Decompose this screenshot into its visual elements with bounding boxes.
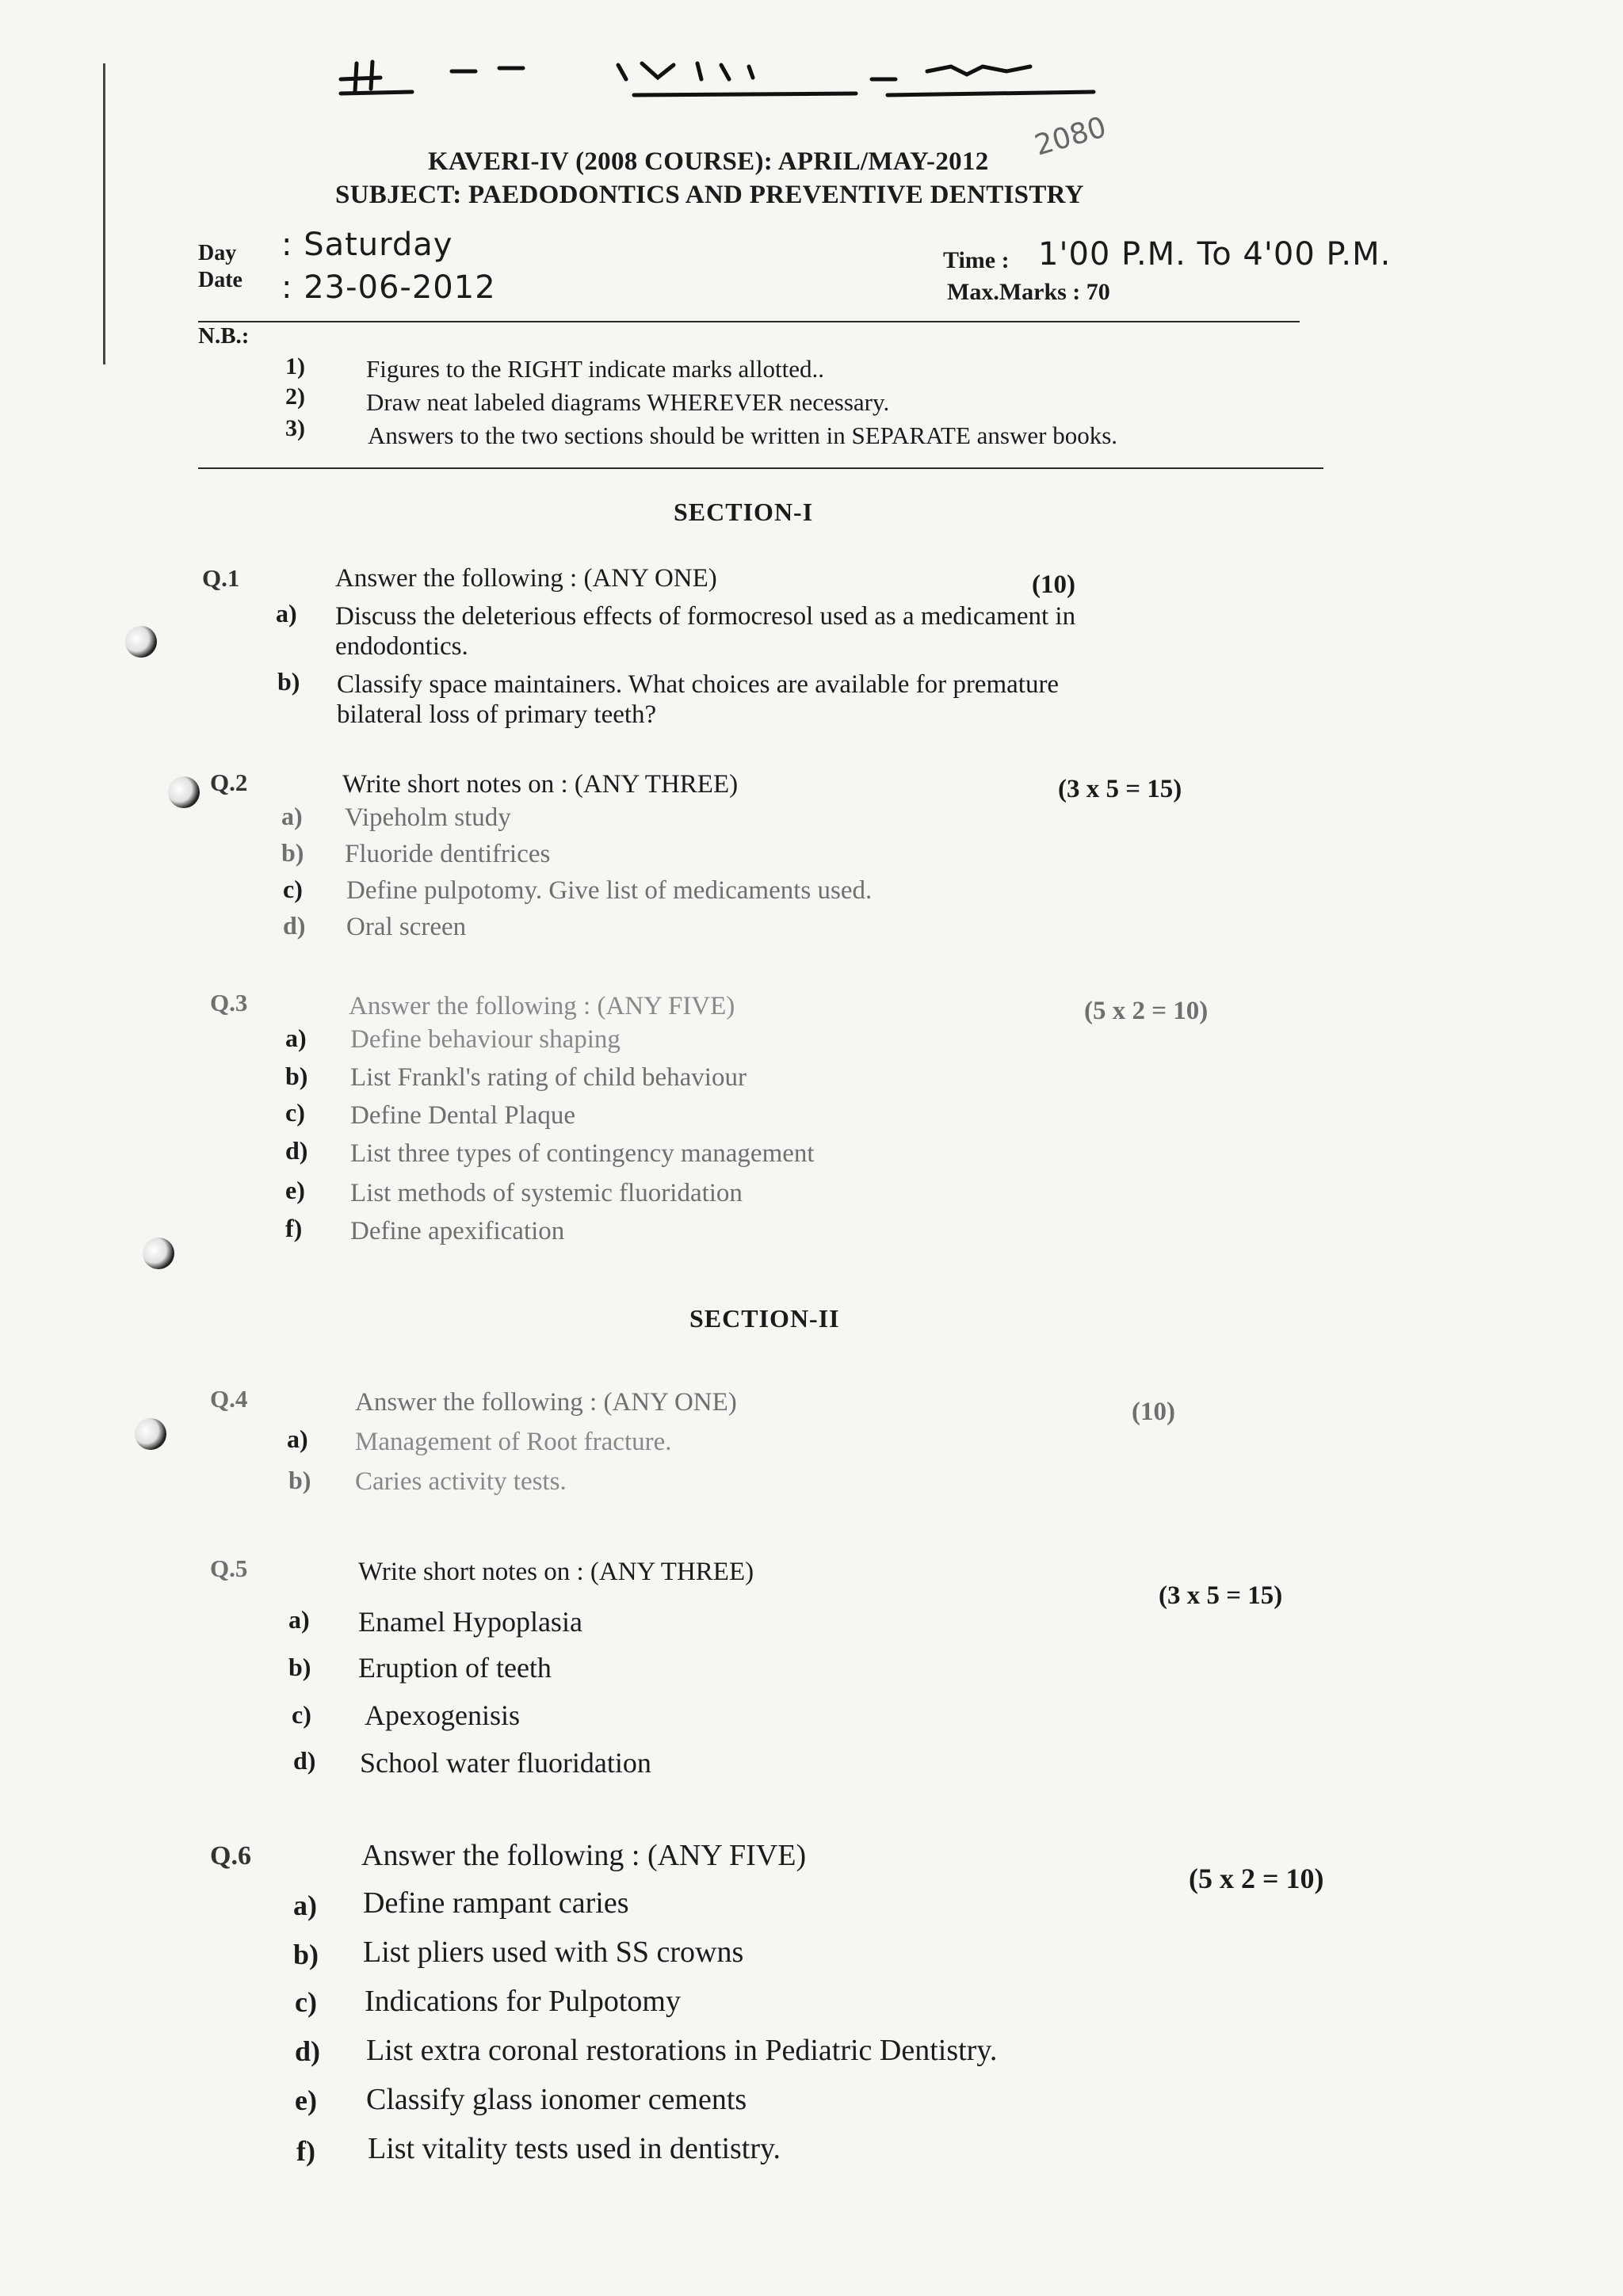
item-text: List methods of systemic fluoridation bbox=[350, 1179, 743, 1207]
item-letter: a) bbox=[288, 1605, 310, 1634]
item-text: bilateral loss of primary teeth? bbox=[337, 700, 657, 729]
item-text: List three types of contingency management bbox=[350, 1139, 815, 1168]
item-text: Define behaviour shaping bbox=[350, 1025, 621, 1054]
section-title: SECTION-II bbox=[689, 1304, 840, 1333]
item-text: List extra coronal restorations in Pediatric Dentistry. bbox=[366, 2034, 998, 2067]
punch-hole bbox=[143, 1238, 174, 1269]
question-heading: Answer the following : (ANY FIVE) bbox=[349, 992, 735, 1020]
item-text: Indications for Pulpotomy bbox=[365, 1985, 681, 2018]
item-text: List pliers used with SS crowns bbox=[363, 1936, 744, 1969]
item-letter: c) bbox=[283, 875, 303, 903]
question-number: Q.1 bbox=[202, 564, 240, 592]
handwritten-scribble bbox=[317, 48, 1109, 103]
item-letter: b) bbox=[277, 667, 300, 696]
item-letter: f) bbox=[285, 1214, 303, 1242]
punch-hole bbox=[135, 1418, 166, 1450]
date-value: : 23-06-2012 bbox=[281, 269, 496, 306]
item-letter: b) bbox=[288, 1466, 311, 1494]
item-letter: d) bbox=[293, 1746, 316, 1775]
date-label: Date bbox=[198, 268, 242, 292]
item-text: Vipeholm study bbox=[345, 803, 511, 832]
item-letter: b) bbox=[293, 1939, 319, 1970]
item-text: List vitality tests used in dentistry. bbox=[368, 2132, 781, 2165]
item-text: Management of Root fracture. bbox=[355, 1428, 672, 1456]
item-letter: a) bbox=[276, 599, 297, 627]
nb-num: 3) bbox=[285, 415, 305, 441]
question-marks: (3 x 5 = 15) bbox=[1058, 775, 1182, 803]
question-marks: (10) bbox=[1132, 1398, 1175, 1426]
item-letter: d) bbox=[283, 911, 306, 940]
question-marks: (5 x 2 = 10) bbox=[1189, 1863, 1324, 1894]
question-marks: (10) bbox=[1032, 570, 1075, 599]
section-title: SECTION-I bbox=[674, 498, 814, 526]
handwritten-stamp: 2080 bbox=[1031, 111, 1110, 162]
item-text: Classify glass ionomer cements bbox=[366, 2083, 747, 2116]
question-marks: (5 x 2 = 10) bbox=[1084, 997, 1209, 1025]
question-number: Q.2 bbox=[210, 769, 248, 796]
item-text: Define apexification bbox=[350, 1217, 565, 1245]
item-text: Define Dental Plaque bbox=[350, 1101, 576, 1130]
item-text: Fluoride dentifrices bbox=[345, 840, 551, 868]
nb-num: 2) bbox=[285, 383, 305, 410]
item-letter: b) bbox=[281, 838, 304, 867]
scan-edge-mark bbox=[103, 63, 105, 364]
item-text: Apexogenisis bbox=[365, 1699, 520, 1731]
nb-num: 1) bbox=[285, 353, 305, 379]
item-text: endodontics. bbox=[335, 632, 468, 661]
question-heading: Write short notes on : (ANY THREE) bbox=[342, 770, 739, 799]
item-letter: e) bbox=[295, 2084, 317, 2116]
nb-label: N.B.: bbox=[198, 323, 250, 349]
item-letter: a) bbox=[293, 1890, 317, 1921]
day-label: Day bbox=[198, 241, 237, 265]
time-value: 1'00 P.M. To 4'00 P.M. bbox=[1038, 236, 1392, 273]
item-letter: d) bbox=[285, 1136, 308, 1165]
question-number: Q.6 bbox=[210, 1841, 251, 1871]
nb-text: Answers to the two sections should be written in SEPARATE answer books. bbox=[368, 421, 1118, 449]
item-text: Caries activity tests. bbox=[355, 1467, 567, 1496]
item-text: Oral screen bbox=[346, 913, 467, 941]
day-value: : Saturday bbox=[281, 227, 453, 263]
item-letter: c) bbox=[285, 1098, 305, 1127]
question-marks: (3 x 5 = 15) bbox=[1159, 1581, 1283, 1610]
time-label: Time : bbox=[943, 247, 1010, 273]
question-number: Q.3 bbox=[210, 989, 248, 1016]
item-text: Define rampant caries bbox=[363, 1886, 629, 1920]
max-marks: Max.Marks : 70 bbox=[947, 279, 1110, 305]
exam-title: KAVERI-IV (2008 COURSE): APRIL/MAY-2012 bbox=[428, 147, 989, 176]
item-letter: a) bbox=[285, 1024, 307, 1052]
item-text: Eruption of teeth bbox=[358, 1652, 552, 1684]
item-text: Define pulpotomy. Give list of medicaments used. bbox=[346, 876, 873, 905]
item-text: Discuss the deleterious effects of formocresol used as a medicament in bbox=[335, 602, 1076, 631]
question-heading: Answer the following : (ANY ONE) bbox=[335, 564, 717, 593]
question-heading: Answer the following : (ANY FIVE) bbox=[361, 1839, 807, 1872]
item-letter: b) bbox=[285, 1062, 308, 1090]
item-letter: a) bbox=[287, 1425, 308, 1453]
item-letter: b) bbox=[288, 1653, 311, 1681]
item-text: List Frankl's rating of child behaviour bbox=[350, 1063, 747, 1092]
item-letter: e) bbox=[285, 1176, 305, 1204]
item-text: Classify space maintainers. What choices are available for premature bbox=[337, 670, 1060, 699]
nb-text: Figures to the RIGHT indicate marks allotted.. bbox=[366, 355, 824, 383]
punch-hole bbox=[168, 776, 200, 808]
item-text: Enamel Hypoplasia bbox=[358, 1606, 582, 1638]
question-number: Q.5 bbox=[210, 1554, 248, 1582]
subject-title: SUBJECT: PAEDODONTICS AND PREVENTIVE DENTISTRY bbox=[335, 181, 1084, 209]
question-heading: Write short notes on : (ANY THREE) bbox=[358, 1558, 754, 1586]
question-number: Q.4 bbox=[210, 1385, 248, 1413]
question-heading: Answer the following : (ANY ONE) bbox=[355, 1388, 737, 1417]
nb-text: Draw neat labeled diagrams WHEREVER necessary. bbox=[366, 388, 890, 416]
item-letter: a) bbox=[281, 802, 303, 830]
item-letter: c) bbox=[295, 1986, 317, 2018]
item-text: School water fluoridation bbox=[360, 1747, 651, 1779]
divider-bottom bbox=[198, 467, 1323, 469]
divider-top bbox=[198, 321, 1300, 322]
punch-hole bbox=[125, 626, 157, 658]
item-letter: c) bbox=[292, 1700, 311, 1729]
item-letter: f) bbox=[296, 2135, 315, 2167]
item-letter: d) bbox=[295, 2035, 321, 2067]
